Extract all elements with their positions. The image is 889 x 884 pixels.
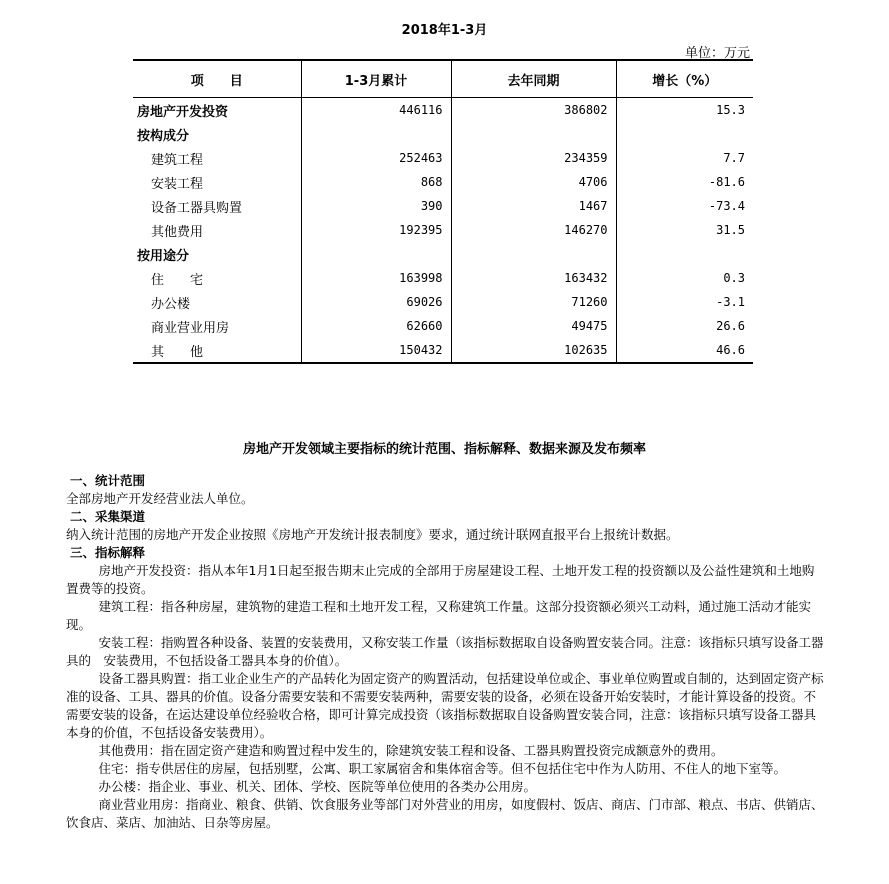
cell-growth: -3.1 xyxy=(616,290,753,314)
note-paragraph: 住宅：指专供居住的房屋，包括别墅，公寓、职工家属宿舍和集体宿舍等。但不包括住宅中作为人防用、不住人的地下室等。 xyxy=(98,761,787,776)
note-paragraph: 全部房地产开发经营业法人单位。 xyxy=(66,491,254,506)
table-row xyxy=(133,314,753,338)
cell-cumulative: 163998 xyxy=(301,266,451,290)
cell-growth: 0.3 xyxy=(616,266,753,290)
header-growth: 增长（%） xyxy=(616,60,753,98)
cell-last-year: 4706 xyxy=(451,170,616,194)
notes-section xyxy=(66,472,826,832)
row-label: 设备工器具购置 xyxy=(151,200,243,216)
cell-growth: 26.6 xyxy=(616,314,753,338)
table-row xyxy=(133,194,753,218)
table-row xyxy=(133,242,753,266)
cell-cumulative: 446116 xyxy=(301,98,451,123)
table-row xyxy=(133,266,753,290)
cell-cumulative: 69026 xyxy=(301,290,451,314)
table-row xyxy=(133,290,753,314)
cell-growth: -73.4 xyxy=(616,194,753,218)
unit-label: 单位：万元 xyxy=(684,46,750,61)
table-row xyxy=(133,170,753,194)
cell-last-year: 386802 xyxy=(451,98,616,123)
cell-growth xyxy=(616,122,753,146)
table-header-row xyxy=(133,60,753,98)
note-paragraph: 纳入统计范围的房地产开发企业按照《房地产开发统计报表制度》要求，通过统计联网直报平台上报统计数据。 xyxy=(66,527,679,542)
row-label: 其他费用 xyxy=(151,224,204,240)
section-heading: 二、采集渠道 xyxy=(70,509,146,524)
cell-last-year: 49475 xyxy=(451,314,616,338)
cell-last-year: 146270 xyxy=(451,218,616,242)
cell-last-year: 71260 xyxy=(451,290,616,314)
cell-last-year xyxy=(451,242,616,266)
row-label: 其 他 xyxy=(133,338,301,363)
note-paragraph: 建筑工程：指各种房屋，建筑物的建造工程和土地开发工程，又称建筑工作量。这部分投资额必须兴工动料，通过施工活动才能实现。 xyxy=(66,599,812,632)
row-label: 安装工程 xyxy=(151,176,204,192)
cell-growth: 7.7 xyxy=(616,146,753,170)
cell-cumulative xyxy=(301,122,451,146)
cell-cumulative: 252463 xyxy=(301,146,451,170)
table-row xyxy=(133,338,753,363)
cell-cumulative: 868 xyxy=(301,170,451,194)
cell-growth: 15.3 xyxy=(616,98,753,123)
note-paragraph: 房地产开发投资：指从本年1月1日起至报告期末止完成的全部用于房屋建设工程、土地开发工程的投资额以及公益性建筑和土地购置费等的投资。 xyxy=(66,563,815,596)
section-heading: 三、指标解释 xyxy=(70,545,146,560)
header-last-year: 去年同期 xyxy=(451,60,616,98)
row-label: 商业营业用房 xyxy=(151,320,230,336)
cell-last-year xyxy=(451,122,616,146)
cell-growth: 31.5 xyxy=(616,218,753,242)
note-paragraph: 办公楼：指企业、事业、机关、团体、学校、医院等单位使用的各类办公用房。 xyxy=(98,779,537,794)
header-cumulative: 1-3月累计 xyxy=(301,60,451,98)
cell-growth xyxy=(616,242,753,266)
row-label: 房地产开发投资 xyxy=(137,104,229,120)
cell-last-year: 163432 xyxy=(451,266,616,290)
table-row xyxy=(133,218,753,242)
row-label: 按用途分 xyxy=(137,248,190,264)
document-title: 房地产开发领域主要指标的统计范围、指标解释、数据来源及发布频率 xyxy=(242,442,646,457)
period-title: 2018年1-3月 xyxy=(401,23,488,38)
cell-cumulative: 192395 xyxy=(301,218,451,242)
cell-cumulative xyxy=(301,242,451,266)
row-label: 办公楼 xyxy=(151,296,191,312)
note-paragraph: 安装工程：指购置各种设备、装置的安装费用，又称安装工作量（该指标数据取自设备购置安装合同。注意：该指标只填写设备工器具的 安装费用，不包括设备工器具本身的价值）。 xyxy=(66,635,824,668)
investment-table xyxy=(133,59,753,364)
cell-cumulative: 390 xyxy=(301,194,451,218)
note-paragraph: 商业营业用房：指商业、粮食、供销、饮食服务业等部门对外营业的用房，如度假村、饭店、商店、门市部、粮点、书店、供销店、饮食店、菜店、加油站、日杂等房屋。 xyxy=(66,797,824,830)
row-label: 住 宅 xyxy=(151,272,204,288)
table-row xyxy=(133,98,753,123)
cell-growth: 46.6 xyxy=(616,338,753,363)
cell-cumulative: 150432 xyxy=(301,338,451,363)
row-label: 建筑工程 xyxy=(151,152,204,168)
note-paragraph: 设备工器具购置：指工业企业生产的产品转化为固定资产的购置活动，包括建设单位或企、事业单位购置或自制的，达到固定资产标准的设备、工具、器具的价值。设备分需要安装和不需要安装两种，需要安装的设备，必须在设备开始安装时，才能计算设备的投资。不需要安装的设备，在运达建设单位经验收合格，即可计算完成投资（该指标数据取自设备购置安装合同，注意：该指标只填写设备工器具本身的价值，不包括设备安装费用）。 xyxy=(66,671,824,740)
header-item: 项 目 xyxy=(133,60,301,98)
table-row xyxy=(133,146,753,170)
table-row xyxy=(133,122,753,146)
note-paragraph: 其他费用：指在固定资产建造和购置过程中发生的，除建筑安装工程和设备、工器具购置投资完成额意外的费用。 xyxy=(98,743,724,758)
cell-growth: -81.6 xyxy=(616,170,753,194)
row-label: 按构成分 xyxy=(137,128,190,144)
cell-last-year: 102635 xyxy=(451,338,616,363)
cell-last-year: 1467 xyxy=(451,194,616,218)
cell-last-year: 234359 xyxy=(451,146,616,170)
cell-cumulative: 62660 xyxy=(301,314,451,338)
section-heading: 一、统计范围 xyxy=(70,473,146,488)
